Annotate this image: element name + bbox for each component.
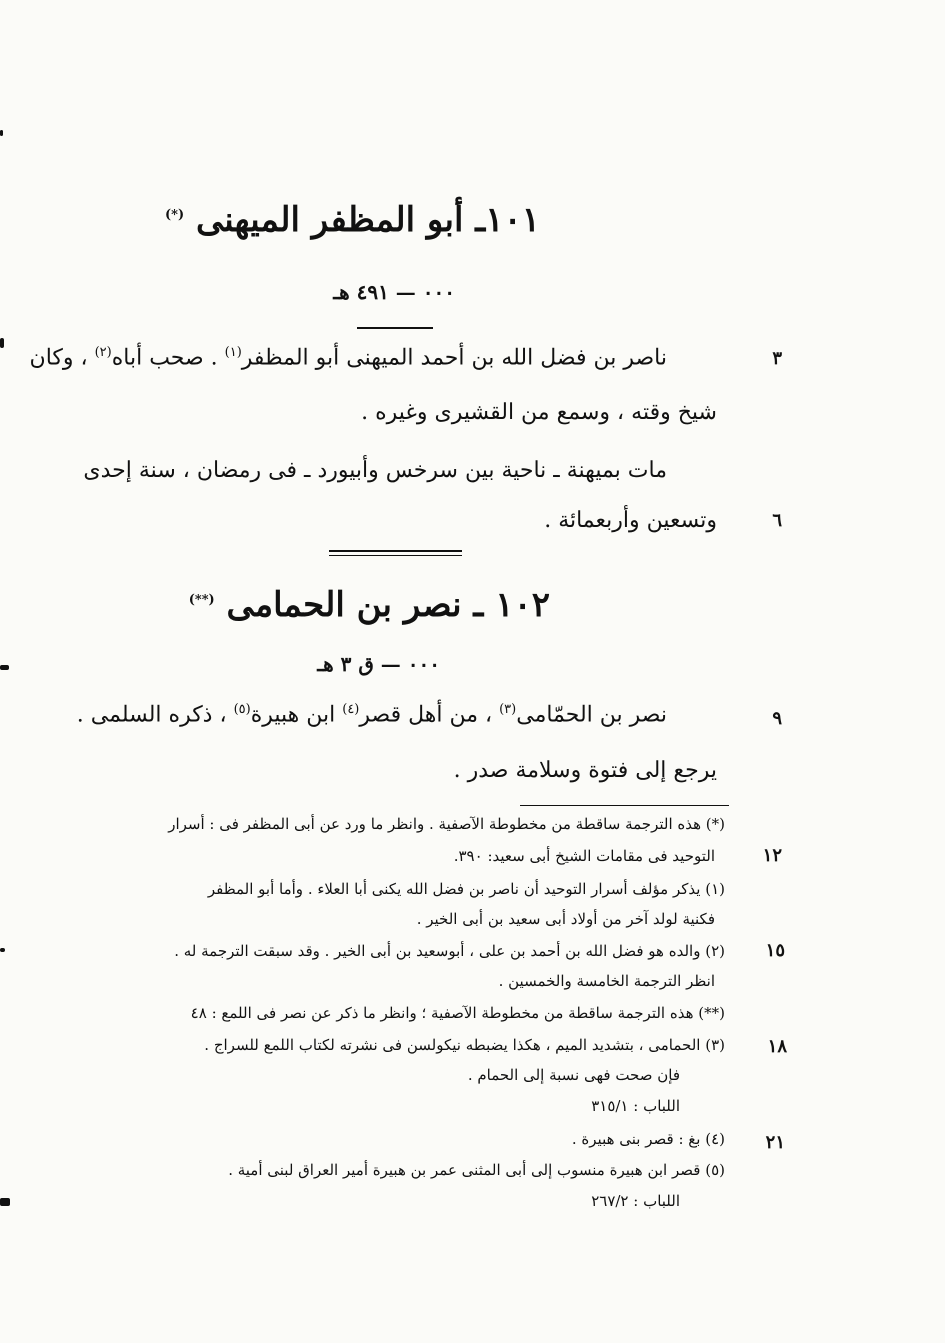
entry-102-dates: ٠٠٠ — ق ٣ هـ <box>317 652 440 676</box>
footnote-star-line2: التوحيد فى مقامات الشيخ أبى سعيد: ٣٩٠. <box>453 847 715 865</box>
entry-102-text-d: ، ذكره السلمى . <box>76 702 234 728</box>
footnote-ref-2: (٢) <box>94 345 112 360</box>
entry-101-para1-line1 <box>30 345 667 370</box>
footnote-2-line1: (٢) والده هو فضل الله بن أحمد بن على ، أبوسعيد بن أبى الخير . وقد سبقت الترجمة له . <box>174 942 725 960</box>
footnote-ref-1: (١) <box>224 345 242 360</box>
footnote-3-line3: اللباب : ٣١٥/١ <box>591 1097 680 1115</box>
footnote-ref-5: (٥) <box>233 702 251 717</box>
entry-101-note-marker: (*) <box>165 207 185 223</box>
entry-102-text-b: ، من أهل قصر <box>359 702 500 728</box>
footnote-5-line2: اللباب : ٢٦٧/٢ <box>591 1192 680 1210</box>
margin-number-6: ٦ <box>772 510 782 531</box>
entry-102-text-c: ابن هبيرة <box>250 702 343 728</box>
margin-number-9: ٩ <box>772 708 782 729</box>
margin-number-12: ١٢ <box>762 845 782 866</box>
section-divider-2 <box>329 555 462 556</box>
entry-101-dates: ٠٠٠ — ٤٩١ هـ <box>333 280 455 304</box>
entry-101-text-b: . صحب أباه <box>111 345 225 371</box>
margin-number-3: ٣ <box>772 348 782 369</box>
entry-101-short-rule <box>357 327 433 329</box>
footnote-1-line2: فكنية لولد آخر من أولاد أبى سعيد بن أبى الخير . <box>416 910 715 928</box>
scan-edge-mark <box>0 130 3 136</box>
footnote-1-line1: (١) يذكر مؤلف أسرار التوحيد أن ناصر بن فضل الله يكنى أبا العلاء . وأما أبو المظفر <box>207 880 725 898</box>
scan-edge-mark <box>0 665 9 670</box>
entry-101-text-c: ، وكان <box>29 345 95 371</box>
margin-number-15: ١٥ <box>765 940 785 961</box>
entry-102-text-a: نصر بن الحمّامى <box>516 702 667 728</box>
footnote-ref-4: (٤) <box>342 702 360 717</box>
entry-102-para1-line2: يرجع إلى فتوة وسلامة صدر . <box>453 758 717 783</box>
entry-101-para2-line2: وتسعين وأربعمائة . <box>544 508 717 533</box>
entry-101-title: ١٠١ـ أبو المظفر الميهنى <box>195 200 540 240</box>
scan-edge-mark <box>0 338 4 348</box>
scan-edge-mark <box>0 1198 10 1206</box>
footnote-4-line1: (٤) بغ : قصر بنى هبيرة . <box>571 1130 725 1148</box>
entry-101-para2-line1: مات بميهنة ـ ناحية بين سرخس وأبيورد ـ فى رمضان ، سنة إحدى <box>83 458 667 483</box>
entry-101-heading <box>165 200 540 240</box>
scan-edge-mark <box>0 948 5 952</box>
footnote-ref-3: (٣) <box>499 702 517 717</box>
footnote-double-star-line1: (**) هذه الترجمة ساقطة من مخطوطة الآصفية ؛ وانظر ما ذكر عن نصر فى اللمع : ٤٨ <box>190 1004 725 1022</box>
footnote-separator <box>520 805 729 806</box>
entry-101-para1-line2: شيخ وقته ، وسمع من القشيرى وغيره . <box>361 400 717 425</box>
footnote-3-line1: (٣) الحمامى ، بتشديد الميم ، هكذا يضبطه نيكولسن فى نشرته لكتاب اللمع للسراج . <box>204 1036 725 1054</box>
entry-102-para1-line1 <box>77 702 667 727</box>
section-divider <box>329 550 462 552</box>
entry-101-text-a: ناصر بن فضل الله بن أحمد الميهنى أبو المظفر <box>241 345 667 371</box>
entry-102-note-marker: (**) <box>188 592 215 608</box>
margin-number-18: ١٨ <box>767 1036 787 1057</box>
footnote-3-line2: فإن صحت فهى نسبة إلى الحمام . <box>467 1066 680 1084</box>
entry-102-title: ١٠٢ ـ نصر بن الحمامى <box>226 585 550 625</box>
footnote-5-line1: (٥) قصر ابن هبيرة منسوب إلى أبى المثنى عمر بن هبيرة أمير العراق لبنى أمية . <box>228 1161 725 1179</box>
entry-102-heading <box>189 585 550 625</box>
footnote-star-line1: (*) هذه الترجمة ساقطة من مخطوطة الآصفية . وانظر ما ورد عن أبى المظفر فى : أسرار <box>168 815 725 833</box>
footnote-2-line2: انظر الترجمة الخامسة والخمسين . <box>498 972 715 990</box>
margin-number-21: ٢١ <box>765 1132 785 1153</box>
